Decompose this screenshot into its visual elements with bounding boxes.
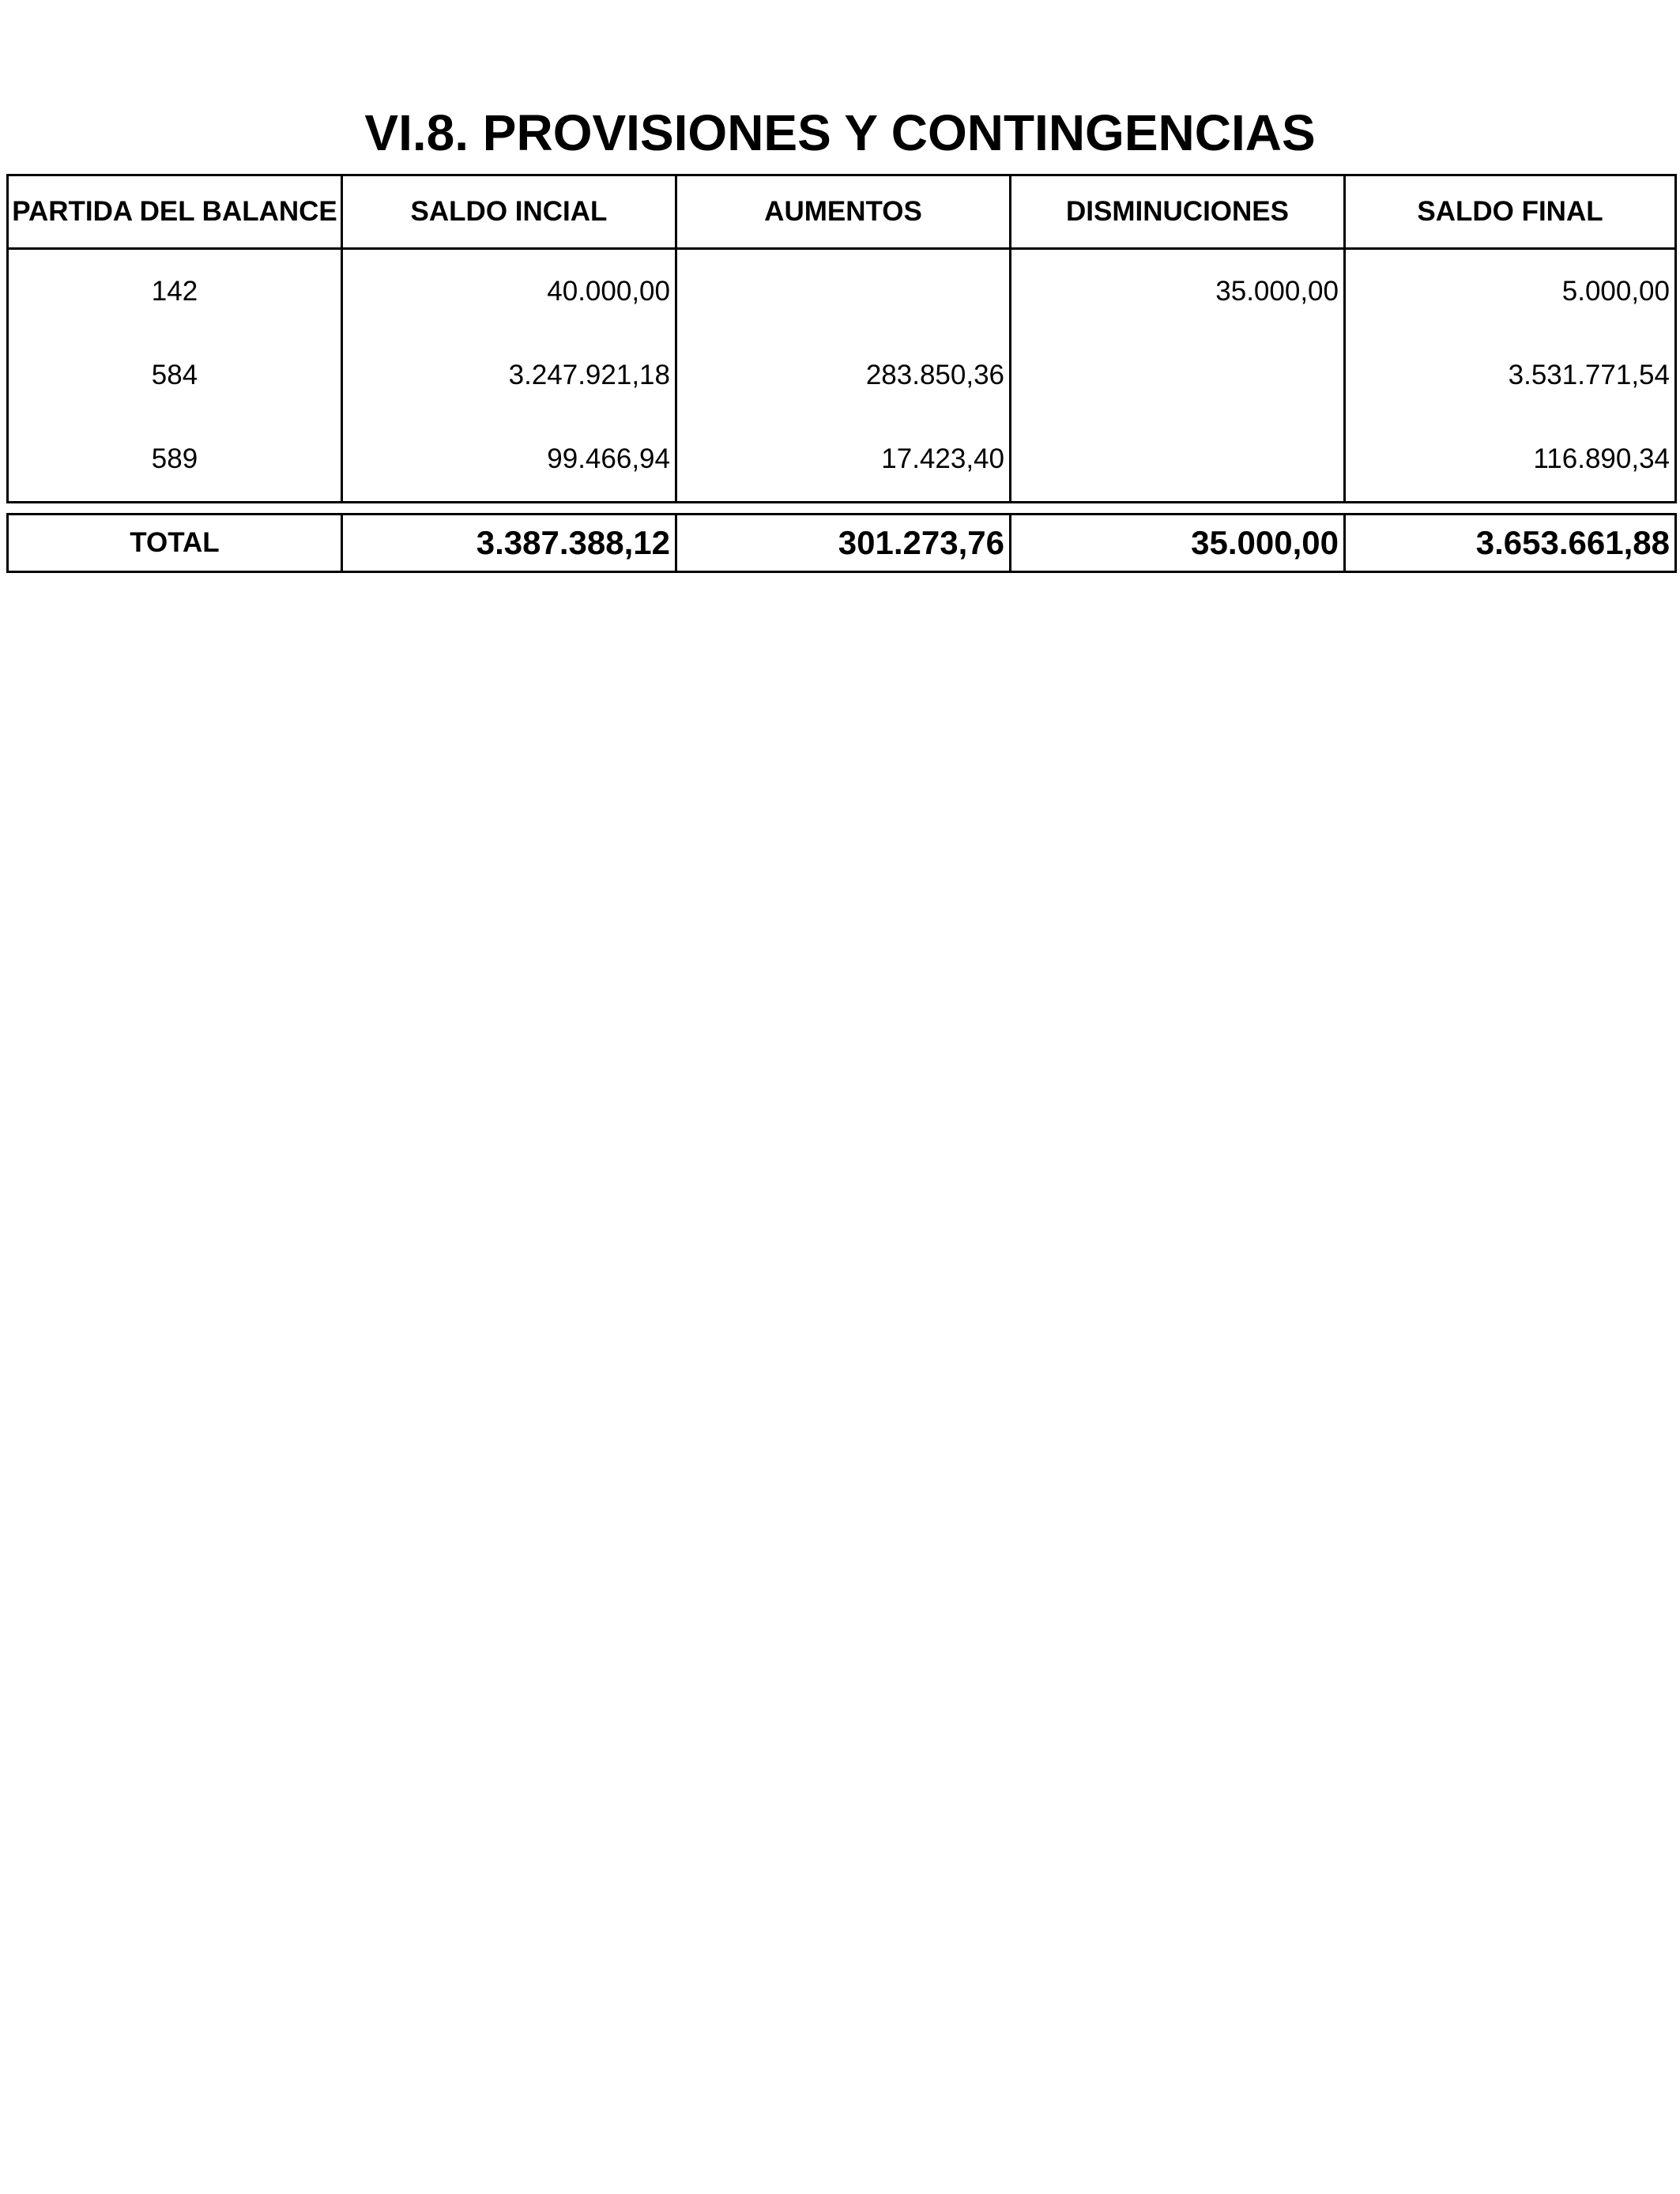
provisions-table — [6, 174, 1677, 503]
total-saldo-inicial: 3.387.388,12 — [342, 515, 676, 572]
total-disminuciones: 35.000,00 — [1011, 515, 1345, 572]
table-row — [8, 249, 1676, 334]
header-saldo-final: SALDO FINAL — [1345, 175, 1676, 249]
cell-aumentos — [676, 249, 1011, 334]
cell-disminuciones — [1011, 334, 1345, 417]
table-row — [8, 417, 1676, 503]
cell-saldo-inicial: 3.247.921,18 — [342, 334, 676, 417]
cell-saldo-final: 116.890,34 — [1345, 417, 1676, 503]
header-partida: PARTIDA DEL BALANCE — [8, 175, 342, 249]
cell-partida: 584 — [8, 334, 342, 417]
total-label: TOTAL — [8, 515, 342, 572]
cell-saldo-final: 3.531.771,54 — [1345, 334, 1676, 417]
cell-saldo-inicial: 99.466,94 — [342, 417, 676, 503]
cell-aumentos: 283.850,36 — [676, 334, 1011, 417]
total-saldo-final: 3.653.661,88 — [1345, 515, 1676, 572]
table-row — [8, 334, 1676, 417]
cell-disminuciones: 35.000,00 — [1011, 249, 1345, 334]
header-saldo-inicial: SALDO INCIAL — [342, 175, 676, 249]
header-aumentos: AUMENTOS — [676, 175, 1011, 249]
totals-table — [6, 513, 1677, 573]
cell-saldo-final: 5.000,00 — [1345, 249, 1676, 334]
header-disminuciones: DISMINUCIONES — [1011, 175, 1345, 249]
total-aumentos: 301.273,76 — [676, 515, 1011, 572]
cell-partida: 142 — [8, 249, 342, 334]
cell-saldo-inicial: 40.000,00 — [342, 249, 676, 334]
table-header-row — [8, 175, 1676, 249]
total-row — [8, 515, 1676, 572]
page-title: VI.8. PROVISIONES Y CONTINGENCIAS — [364, 104, 1316, 161]
cell-disminuciones — [1011, 417, 1345, 503]
cell-aumentos: 17.423,40 — [676, 417, 1011, 503]
cell-partida: 589 — [8, 417, 342, 503]
